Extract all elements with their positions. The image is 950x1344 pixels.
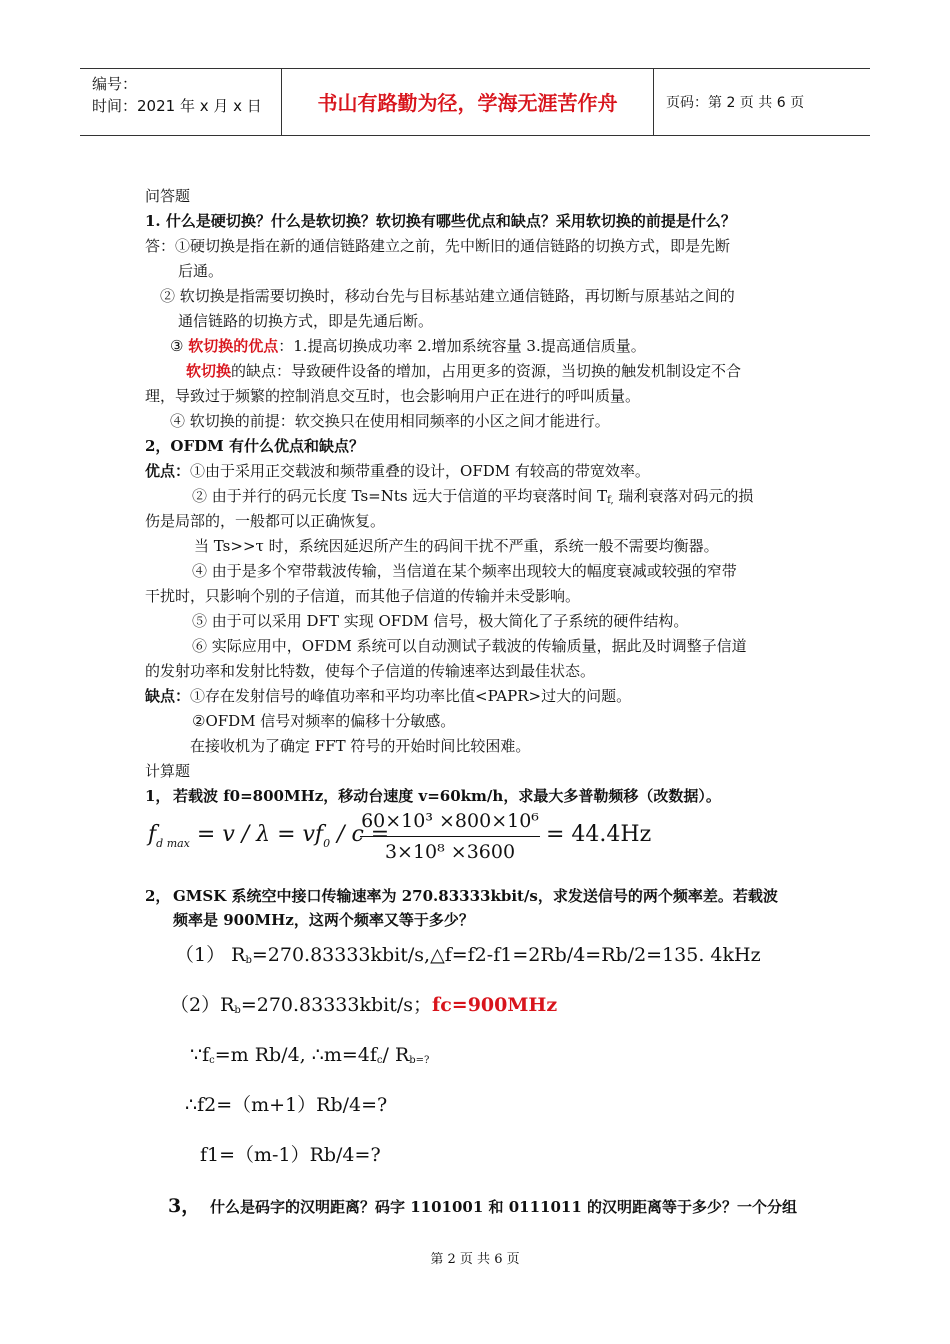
advantage-5: ⑤ 由于可以采用 DFT 实现 OFDM 信号，极大简化了子系统的硬件结构。 xyxy=(192,612,689,630)
formula-eq1: = v / λ = vf xyxy=(196,822,324,847)
answer-1-line-5-prefix: ③ xyxy=(170,337,189,355)
answer-1-line-5-rest: ：1.提高切换成功率 2.增加系统容量 3.提高通信质量。 xyxy=(278,337,646,355)
calc-question-3-text: 什么是码字的汉明距离？码字 1101001 和 0111011 的汉明距离等于多少？一个分组 xyxy=(210,1198,798,1216)
carrier-frequency-highlight: fc=900MHz xyxy=(432,994,558,1016)
calc-question-3 xyxy=(168,1196,797,1217)
solution-step-2 xyxy=(170,992,557,1024)
header-left-cell xyxy=(80,69,282,135)
document-date: 时间：2021 年 x 月 x 日 xyxy=(92,97,262,115)
soft-handover-advantages-label: 软切换的优点 xyxy=(188,337,279,355)
advantage-6-line-2: 的发射功率和发射比特数，使每个子信道的传输速率达到最佳状态。 xyxy=(145,662,596,680)
calc-question-2-text: GMSK 系统空中接口传输速率为 270.83333kbit/s，求发送信号的两个频率差。若载波 xyxy=(173,887,778,905)
solution-3-rest-2: / R xyxy=(382,1044,410,1066)
formula-lhs-subscript: d max xyxy=(156,837,190,850)
formula-eq1-subscript: 0 xyxy=(323,837,331,850)
solution-step-5: f1=（m-1）Rb/4=? xyxy=(200,1144,381,1166)
calc-question-2-line-2: 频率是 900MHz，这两个频率又等于多少？ xyxy=(173,911,474,929)
calc-question-2-number: 2， xyxy=(145,887,171,905)
advantage-4-line-2: 干扰时，只影响个别的子信道，而其他子信道的传输并未受影响。 xyxy=(145,587,581,605)
formula-result: = 44.4Hz xyxy=(546,822,652,847)
formula-fraction xyxy=(360,808,540,865)
solution-1-prefix: （1） R xyxy=(175,944,246,966)
header-page-info: 页码：第 2 页 共 6 页 xyxy=(666,95,805,111)
solution-3-sub-2: c xyxy=(376,1055,383,1066)
qa-section-title: 问答题 xyxy=(145,187,191,205)
document-number-label: 编号： xyxy=(92,75,138,93)
advantages-label: 优点： xyxy=(145,462,191,480)
disadvantage-3: 在接收机为了确定 FFT 符号的开始时间比较困难。 xyxy=(190,737,531,755)
solution-step-1 xyxy=(175,942,761,974)
answer-1-line-7: 理，导致过于频繁的控制消息交互时，也会影响用户正在进行的呼叫质量。 xyxy=(145,387,641,405)
solution-1-subscript: b xyxy=(245,955,252,966)
tf-subscript: f, xyxy=(607,495,614,506)
answer-1-line-6-rest: 的缺点：导致硬件设备的增加，占用更多的资源，当切换的触发机制设定不合 xyxy=(231,362,742,380)
advantages-line-1 xyxy=(145,461,650,481)
solution-step-4: ∴f2=（m+1）Rb/4=? xyxy=(185,1094,388,1116)
solution-2-subscript: b xyxy=(234,1005,241,1016)
disadvantages-label: 缺点： xyxy=(145,687,191,705)
fraction-bar xyxy=(360,836,540,837)
formula-numerator: 60×10³ ×800×10⁶ xyxy=(361,810,539,832)
solution-1-rest: =270.83333kbit/s,△f=f2-f1=2Rb/4=Rb/2=135. 4kHz xyxy=(251,944,761,966)
advantage-2-line-2: 伤是局部的，一般都可以正确恢复。 xyxy=(145,512,386,530)
page-header xyxy=(80,68,870,136)
solution-3-sub-1: c xyxy=(209,1055,215,1066)
question-2: 2，OFDM 有什么优点和缺点？ xyxy=(145,437,364,455)
answer-1-line-2: 后通。 xyxy=(178,262,224,280)
calc-section-title: 计算题 xyxy=(145,762,191,780)
solution-3-sub-3: b=? xyxy=(409,1055,430,1066)
formula-eq1-rest: / c = xyxy=(330,822,390,847)
calc-question-3-number: 3， xyxy=(168,1195,201,1217)
disadvantage-1: ①存在发射信号的峰值功率和平均功率比值<PAPR>过大的问题。 xyxy=(190,687,632,705)
advantage-2-line-1 xyxy=(192,486,753,511)
calc-question-1-number: 1， xyxy=(145,787,171,805)
advantage-2-text: ② 由于并行的码元长度 Ts=Nts 远大于信道的平均衰落时间 T xyxy=(192,487,608,505)
question-1: 1. 什么是硬切换？什么是软切换？软切换有哪些优点和缺点？采用软切换的前提是什么？ xyxy=(145,212,736,230)
answer-1-line-5 xyxy=(170,336,646,356)
answer-1-line-8: ④ 软切换的前提：软交换只在使用相同频率的小区之间才能进行。 xyxy=(170,412,610,430)
disadvantages-line-1 xyxy=(145,686,631,706)
page-footer: 第 2 页 共 6 页 xyxy=(430,1252,520,1267)
solution-3-rest: =m Rb/4, ∴m=4f xyxy=(214,1044,377,1066)
header-motto-cell xyxy=(282,69,654,135)
answer-1-line-4: 通信链路的切换方式，即是先通后断。 xyxy=(178,312,434,330)
advantage-2-rest: 瑞利衰落对码元的损 xyxy=(613,487,754,505)
solution-2-prefix: （2）R xyxy=(170,994,235,1016)
calc-question-2-line-1 xyxy=(145,886,778,906)
formula-lhs xyxy=(148,822,389,850)
solution-step-3 xyxy=(190,1042,429,1074)
solution-2-rest: =270.83333kbit/s； xyxy=(240,994,433,1016)
solution-3-text: ∵f xyxy=(190,1044,210,1066)
doppler-formula xyxy=(148,808,652,868)
answer-1-line-3: ② 软切换是指需要切换时，移动台先与目标基站建立通信链路，再切断与原基站之间的 xyxy=(160,287,735,305)
calc-question-1-text: 若载波 f0=800MHz，移动台速度 v=60km/h，求最大多普勒频移（改数据）。 xyxy=(173,787,721,805)
disadvantage-2: ②OFDM 信号对频率的偏移十分敏感。 xyxy=(192,712,456,730)
answer-1-line-1: 答：①硬切换是指在新的通信链路建立之前，先中断旧的通信链路的切换方式，即是先断 xyxy=(145,237,731,255)
advantage-1: ①由于采用正交载波和频带重叠的设计，OFDM 有较高的带宽效率。 xyxy=(190,462,650,480)
formula-denominator: 3×10⁸ ×3600 xyxy=(384,841,516,863)
advantage-3: 当 Ts>>τ 时，系统因延迟所产生的码间干扰不严重，系统一般不需要均衡器。 xyxy=(194,537,719,555)
header-motto: 书山有路勤为径，学海无涯苦作舟 xyxy=(317,91,618,115)
advantage-6-line-1: ⑥ 实际应用中，OFDM 系统可以自动测试子载波的传输质量，据此及时调整子信道 xyxy=(192,637,747,655)
soft-handover-label: 软切换 xyxy=(186,362,232,380)
advantage-4-line-1: ④ 由于是多个窄带载波传输，当信道在某个频率出现较大的幅度衰减或较强的窄带 xyxy=(192,562,737,580)
answer-1-line-6 xyxy=(186,361,741,381)
formula-f: f xyxy=(148,822,157,847)
calc-question-1 xyxy=(145,786,721,806)
